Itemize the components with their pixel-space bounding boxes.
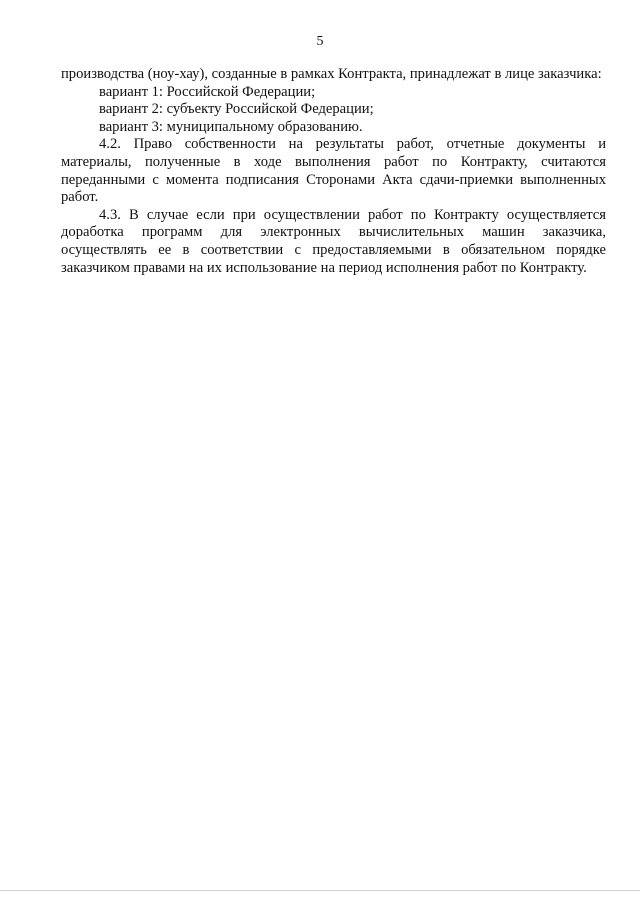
clause-4-3: 4.3. В случае если при осуществлении работ по Контракту осуществляется доработка программ для электронных вычислительных машин заказчика, осуществлять ее в соответствии с предоставляемыми в обязательном порядке заказчиком правами на их использование на период исполнения работ по Контракту. [61,206,606,276]
document-body [61,66,606,277]
scan-edge-divider [0,890,640,891]
paragraph-continuation: производства (ноу-хау), созданные в рамках Контракта, принадлежат в лице заказчика: [61,66,602,82]
clause-4-2: 4.2. Право собственности на результаты работ, отчетные документы и материалы, полученные в ходе выполнения работ по Контракту, считаются переданными с момента подписания Сторонами Акта сдачи-приемки выполненных работ. [61,136,606,206]
variant-item-2: вариант 2: субъекту Российской Федерации; [99,101,374,118]
variant-item-1: вариант 1: Российской Федерации; [99,83,316,100]
page-number: 5 [316,34,324,49]
variant-item-3: вариант 3: муниципальному образованию. [99,118,363,135]
